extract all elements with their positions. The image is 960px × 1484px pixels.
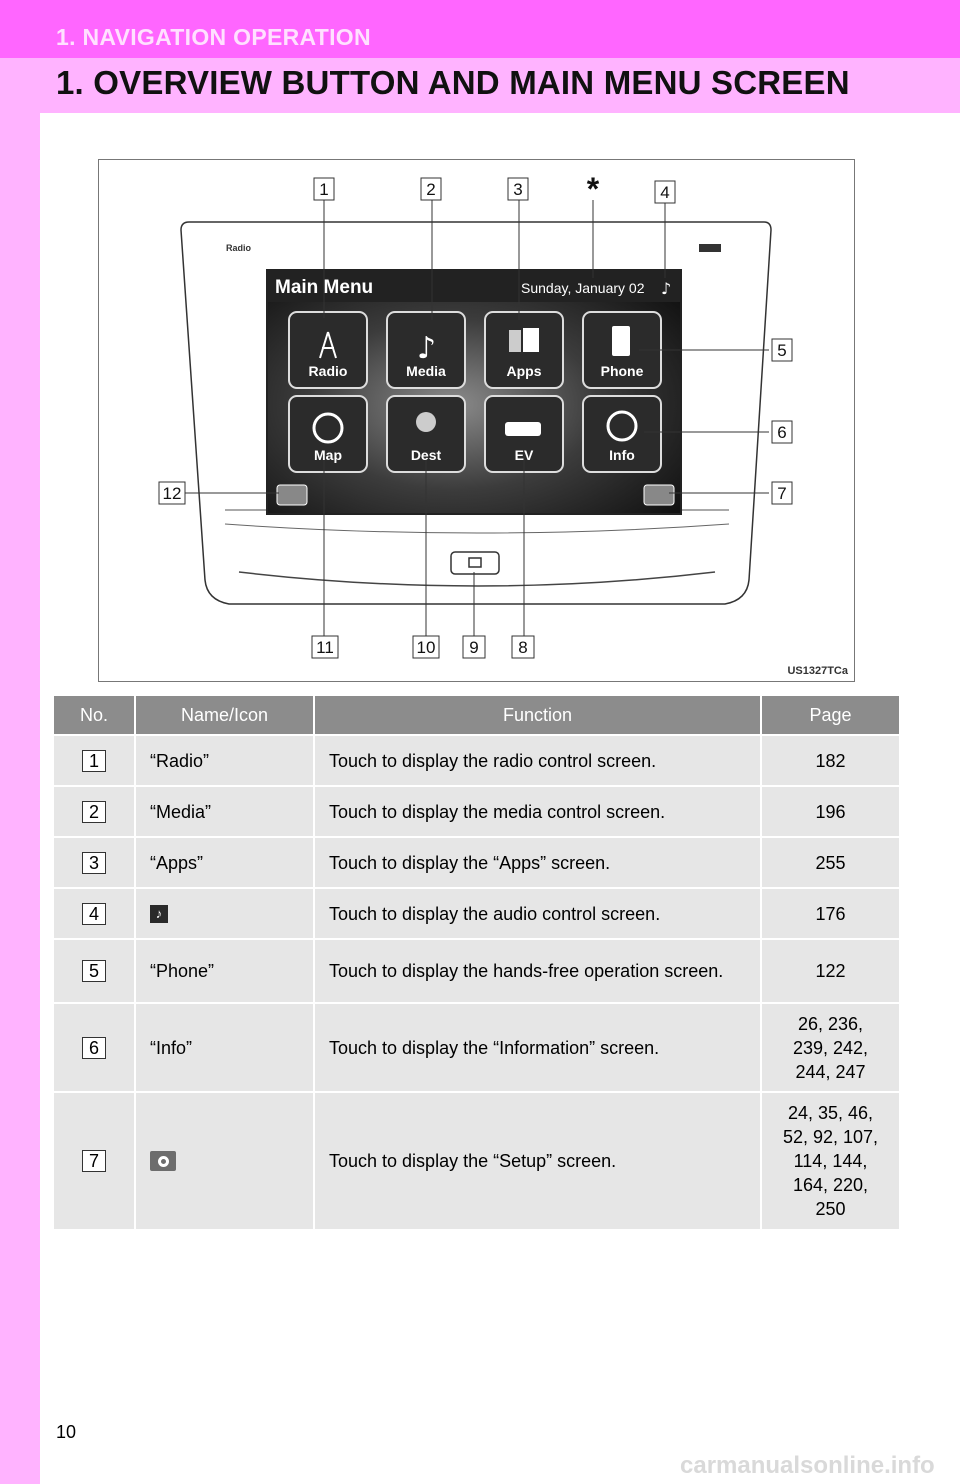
- table-row: [54, 1093, 899, 1231]
- svg-text:♪: ♪: [417, 331, 437, 366]
- callout-4: 4: [660, 183, 670, 202]
- row-number: 7: [82, 1150, 106, 1172]
- main-menu-illustration: [98, 159, 855, 682]
- music-note-icon: ♪: [150, 905, 168, 923]
- callout-10: 10: [416, 638, 436, 657]
- menu-label-apps: Apps: [506, 363, 542, 379]
- section-header-bar: [0, 0, 960, 58]
- header-page: Page: [809, 705, 852, 725]
- screen-date: Sunday, January 02: [521, 280, 645, 296]
- table-row: [54, 1004, 899, 1093]
- screen-note-icon: ♪: [661, 279, 672, 298]
- row-number: 3: [82, 852, 106, 874]
- menu-label-ev: EV: [514, 447, 534, 463]
- header-no: No.: [54, 696, 136, 734]
- row-page: 255: [815, 852, 846, 873]
- table-row: [54, 889, 899, 940]
- menu-label-radio: Radio: [308, 363, 348, 379]
- home-button: [451, 552, 499, 574]
- menu-label-media: Media: [406, 363, 446, 379]
- screen-title: Main Menu: [275, 277, 374, 298]
- screen: [267, 270, 681, 514]
- callout-5: 5: [777, 341, 787, 360]
- callout-1: 1: [319, 180, 329, 199]
- row-name: “Info”: [136, 1004, 315, 1091]
- row-name: “Radio”: [136, 736, 315, 785]
- callout-11: 11: [316, 638, 334, 657]
- head-unit-diagram: [99, 160, 855, 682]
- callout-3: 3: [513, 180, 523, 199]
- setup-button-right: [644, 485, 674, 505]
- row-function: Touch to display the radio control screen.: [315, 736, 762, 785]
- table-row: [54, 940, 899, 1004]
- row-number: 4: [82, 903, 106, 925]
- header-function: Function: [315, 696, 762, 734]
- menu-label-info: Info: [609, 447, 635, 463]
- row-page: 196: [815, 801, 846, 822]
- table-row: [54, 736, 899, 787]
- watermark: carmanualsonline.info: [680, 1452, 935, 1479]
- row-name: “Media”: [136, 787, 315, 836]
- row-function: Touch to display the “Setup” screen.: [315, 1093, 762, 1229]
- page-number: 10: [56, 1422, 77, 1442]
- asterisk-mark: *: [586, 171, 600, 207]
- callout-7: 7: [777, 484, 787, 503]
- row-number: 1: [82, 750, 106, 772]
- menu-label-map: Map: [314, 447, 342, 463]
- row-name: “Apps”: [136, 838, 315, 887]
- figure-code: US1327TCa: [787, 665, 848, 677]
- row-function: Touch to display the audio control screen.: [315, 889, 762, 938]
- setup-button-left: [277, 485, 307, 505]
- callout-9: 9: [469, 638, 479, 657]
- brand-label: Radio: [226, 243, 252, 253]
- row-function: Touch to display the “Information” screen.: [315, 1004, 762, 1091]
- row-page: 24, 35, 46, 52, 92, 107, 114, 144, 164, 220, 250: [782, 1103, 879, 1219]
- callout-8: 8: [518, 638, 528, 657]
- left-margin-strip: [0, 113, 40, 1484]
- row-page: 176: [815, 903, 846, 924]
- callout-2: 2: [426, 180, 436, 199]
- setup-icon: [150, 1151, 176, 1171]
- row-name: “Phone”: [136, 940, 315, 1002]
- callout-12: 12: [162, 484, 182, 503]
- row-number: 5: [82, 960, 106, 982]
- row-function: Touch to display the hands-free operation screen.: [315, 940, 762, 1002]
- button-function-table: [54, 696, 899, 1231]
- section-title: 1. NAVIGATION OPERATION: [56, 24, 371, 50]
- page-title: 1. OVERVIEW BUTTON AND MAIN MENU SCREEN: [56, 64, 850, 101]
- row-page: 26, 236, 239, 242, 244, 247: [792, 1013, 869, 1082]
- table-row: [54, 787, 899, 838]
- table-row: [54, 838, 899, 889]
- row-number: 2: [82, 801, 106, 823]
- callout-6: 6: [777, 423, 787, 442]
- row-number: 6: [82, 1037, 106, 1059]
- row-page: 182: [815, 750, 846, 771]
- menu-label-phone: Phone: [600, 363, 644, 379]
- table-header-row: [54, 696, 899, 736]
- menu-label-dest: Dest: [410, 447, 442, 463]
- row-function: Touch to display the “Apps” screen.: [315, 838, 762, 887]
- title-band: [0, 58, 960, 113]
- row-page: 122: [815, 961, 846, 981]
- row-function: Touch to display the media control screen.: [315, 787, 762, 836]
- header-name: Name/Icon: [136, 696, 315, 734]
